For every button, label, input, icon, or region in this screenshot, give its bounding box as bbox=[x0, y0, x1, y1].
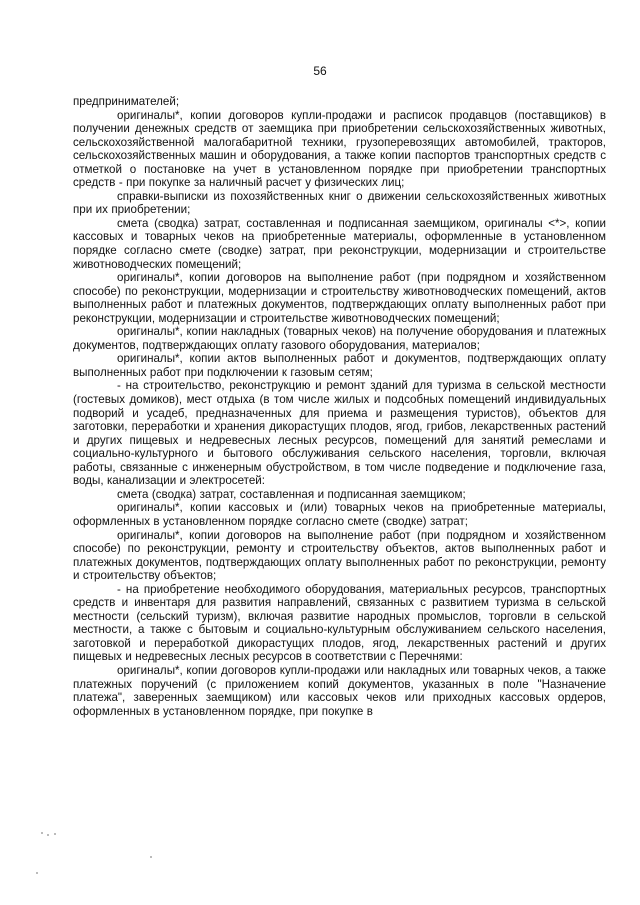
paragraph: смета (сводка) затрат, составленная и подписанная заемщиком, оригиналы <*>, копии кассовых и товарных чеков на приобретенные материалы, оформленные в установленном порядке согласно смете (сводке) затрат, при реконструкции, модернизации и строительстве животноводческих помещений; bbox=[73, 216, 606, 271]
paragraph: оригиналы*, копии накладных (товарных чеков) на получение оборудования и платежных документов, подтверждающих оплату газового оборудования, материалов; bbox=[73, 325, 606, 352]
paragraph: оригиналы*, копии договоров купли-продажи и расписок продавцов (поставщиков) в получении денежных средств от заемщика при приобретении сельскохозяйственных животных, сельскохозяйственной малогабаритной техники, грузоперевозящих автомобилей, тракторов, сельскохозяйственных машин и оборудования, а также копии паспортов транспортных средств с отметкой о постановке на учет в установленном порядке при приобретении транспортных средств - при покупке за наличный расчет у физических лиц; bbox=[73, 108, 606, 190]
paragraph: оригиналы*, копии договоров на выполнение работ (при подрядном и хозяйственном способе) по реконструкции, ремонту и строительству объектов, актов выполненных работ и платежных документов, подтверждающих оплату выполненных работ по реконструкции, ремонту и строительству объектов; bbox=[73, 528, 606, 583]
scan-speck bbox=[47, 834, 49, 836]
paragraph: смета (сводка) затрат, составленная и подписанная заемщиком; bbox=[117, 487, 466, 501]
paragraph: предпринимателей; bbox=[73, 95, 180, 108]
paragraph: оригиналы*, копии договоров на выполнение работ (при подрядном и хозяйственном способе) по реконструкции, модернизации и строительству животноводческих помещений, актов выполненных работ и платежных документов, подтверждающих оплату выполненных работ при реконструкции, модернизации и строительстве животноводческих помещений; bbox=[73, 271, 606, 325]
paragraph: справки-выписки из похозяйственных книг о движении сельскохозяйственных животных при их приобретении; bbox=[73, 189, 606, 217]
paragraph: оригиналы*, копии кассовых и (или) товарных чеков на приобретенные материалы, оформленных в установленном порядке согласно смете (сводке) затрат; bbox=[73, 501, 606, 528]
paragraph: оригиналы*, копии актов выполненных работ и документов, подтверждающих оплату выполненных работ при подключении к газовым сетям; bbox=[73, 352, 606, 379]
scan-speck bbox=[150, 856, 152, 858]
page-number: 56 bbox=[313, 64, 327, 78]
scan-speck bbox=[54, 833, 56, 835]
body-text bbox=[73, 95, 606, 718]
scan-speck bbox=[36, 872, 38, 874]
paragraph: оригиналы*, копии договоров купли-продажи или накладных или товарных чеков, а также платежных поручений (с приложением копий документов, указанных в поле "Назначение платежа", заверенных заемщиком) или кассовых чеков или приходных кассовых ордеров, оформленных в установленном порядке, при покупке в bbox=[73, 663, 606, 718]
paragraph: - на приобретение необходимого оборудования, материальных ресурсов, транспортных средств и инвентаря для развития направлений, связанных с развитием туризма в сельской местности (сельский туризм), включая развитие народных промыслов, торговли в сельской местности, а также с бытовым и социально-культурным обслуживанием сельского населения, заготовкой и переработкой дикорастущих плодов, ягод, лекарственных растений и других пищевых и недревесных лесных ресурсов в соответствии с Перечнями: bbox=[73, 582, 606, 664]
scan-speck bbox=[41, 832, 43, 834]
paragraph: - на строительство, реконструкцию и ремонт зданий для туризма в сельской местности (гостевых домиков), мест отдыха (в том числе жилых и подсобных помещений индивидуальных подворий и усадеб, предназначенных для приема и размещения туристов), объектов для заготовки, переработки и хранения дикорастущих плодов, ягод, грибов, лекарственных растений и других пищевых и недревесных лесных ресурсов, помещений для занятий ремеслами и социально-культурного и бытового обслуживания сельского населения, торговли, включая работы, связанные с инженерным обустройством, в том числе подведение и подключение газа, воды, канализации и электросетей: bbox=[73, 379, 606, 488]
